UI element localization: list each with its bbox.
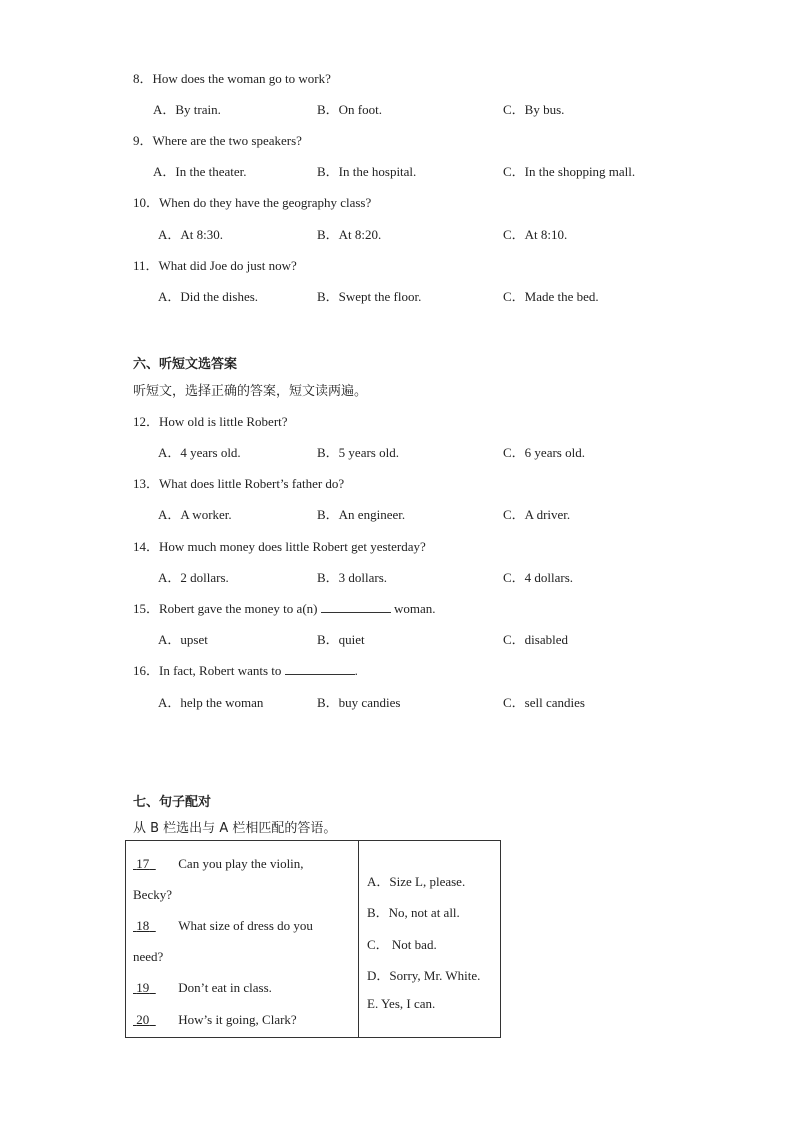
option-12c: C．6 years old. (503, 445, 585, 460)
question-15 (133, 598, 436, 617)
option-12a: A．4 years old. (158, 445, 241, 460)
match-item-text: How’s it going, Clark? (178, 1012, 297, 1027)
match-number: 17 (136, 856, 150, 871)
option-13a: A．A worker. (158, 507, 232, 522)
section-6-title: 六、听短文选答案 (133, 357, 238, 372)
option-14a: A．2 dollars. (158, 570, 229, 585)
match-item-17-cont: Becky? (133, 887, 172, 902)
answer-a: A．Size L, please. (367, 874, 466, 889)
option-12b: B．5 years old. (317, 445, 399, 460)
option-10a: A．At 8:30. (158, 227, 224, 242)
match-item-19 (133, 980, 272, 996)
match-item-18 (133, 918, 313, 934)
match-item-text: Can you play the violin, (178, 856, 304, 871)
option-16a: A．help the woman (158, 695, 264, 710)
question-12: 12．How old is little Robert? (133, 414, 288, 429)
question-9: 9．Where are the two speakers? (133, 133, 302, 148)
answer-d: D．Sorry, Mr. White. (367, 968, 481, 983)
match-item-20 (133, 1012, 297, 1028)
option-13b: B．An engineer. (317, 507, 406, 522)
question-8: 8．How does the woman go to work? (133, 71, 331, 86)
section-6-instruction: 听短文，选择正确的答案，短文读两遍。 (133, 384, 368, 399)
option-15a: A．upset (158, 632, 208, 647)
question-16-end: . (354, 663, 358, 678)
option-9c: C．In the shopping mall. (503, 164, 636, 179)
option-16c: C．sell candies (503, 695, 585, 710)
option-13c: C．A driver. (503, 507, 571, 522)
match-number: 18 (136, 918, 150, 933)
option-14c: C．4 dollars. (503, 570, 574, 585)
answer-blank (285, 662, 355, 675)
section-7-instruction: 从 B 栏选出与 A 栏相匹配的答语。 (133, 821, 337, 836)
option-11c: C．Made the bed. (503, 289, 599, 304)
answer-c: C． Not bad. (367, 937, 437, 952)
question-16 (133, 660, 358, 679)
match-item-17 (133, 856, 304, 872)
question-11: 11．What did Joe do just now? (133, 258, 297, 273)
question-15-end: woman. (390, 601, 436, 616)
option-15b: B．quiet (317, 632, 365, 647)
option-10b: B．At 8:20. (317, 227, 382, 242)
match-item-text: Don’t eat in class. (178, 980, 272, 995)
option-8c: C．By bus. (503, 102, 565, 117)
answer-blank (321, 600, 391, 613)
option-9a: A．In the theater. (153, 164, 247, 179)
question-10: 10．When do they have the geography class? (133, 195, 372, 210)
match-item-18-cont: need? (133, 949, 164, 964)
option-11a: A．Did the dishes. (158, 289, 259, 304)
option-8b: B．On foot. (317, 102, 383, 117)
match-item-text: What size of dress do you (178, 918, 313, 933)
option-9b: B．In the hospital. (317, 164, 417, 179)
answer-b: B．No, not at all. (367, 905, 460, 920)
matching-table (125, 840, 501, 1038)
match-number: 20 (136, 1012, 150, 1027)
option-10c: C．At 8:10. (503, 227, 568, 242)
option-15c: C．disabled (503, 632, 568, 647)
question-13: 13．What does little Robert’s father do? (133, 476, 345, 491)
option-16b: B．buy candies (317, 695, 401, 710)
option-14b: B．3 dollars. (317, 570, 388, 585)
question-15-text: 15．Robert gave the money to a(n) (133, 601, 321, 616)
question-14: 14．How much money does little Robert get yesterday? (133, 539, 426, 554)
match-number: 19 (136, 980, 150, 995)
option-11b: B．Swept the floor. (317, 289, 422, 304)
table-divider (358, 841, 359, 1037)
section-7-title: 七、句子配对 (133, 795, 212, 810)
option-8a: A．By train. (153, 102, 221, 117)
answer-e: E. Yes, I can. (367, 996, 436, 1011)
question-16-text: 16．In fact, Robert wants to (133, 663, 285, 678)
